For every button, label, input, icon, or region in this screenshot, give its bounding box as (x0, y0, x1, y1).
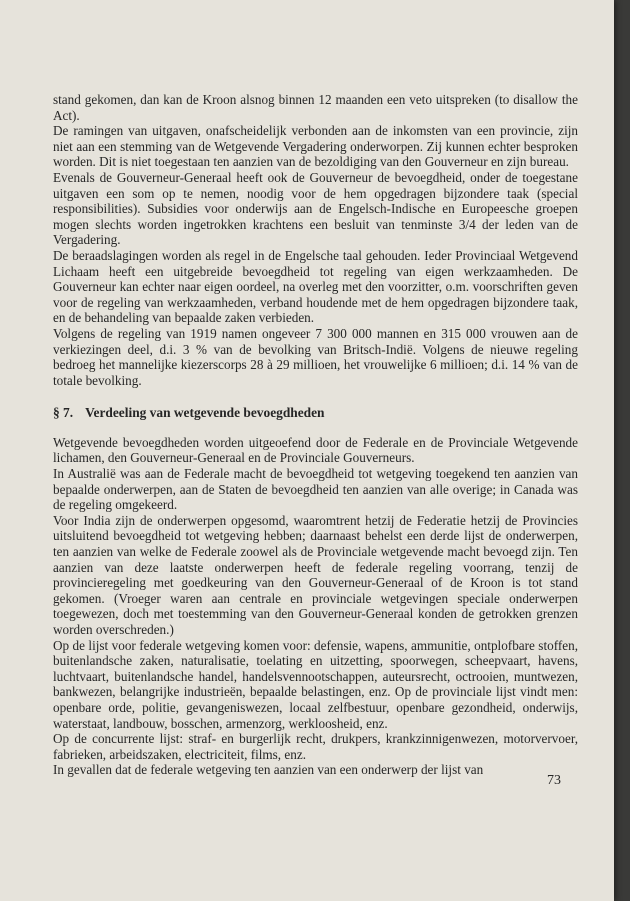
text-block (53, 92, 578, 778)
paragraph: De beraadslagingen worden als regel in de Engelsche taal gehouden. Ieder Provinciaal Wetgevend Lichaam heeft een uitgebreide bevoegdheid tot regeling van eigen werkzaamheden. De Gouverneur kan echter naar eigen oordeel, na overleg met den voorzitter, o.m. voorschriften geven voor de regeling van werkzaamheden, verband houdende met de hem opgedragen bijzondere taak, en de behandeling van bepaalde zaken verbieden. (53, 247, 578, 326)
paragraph: De ramingen van uitgaven, onafscheidelijk verbonden aan de inkomsten van een provincie, zijn niet aan een stemming van de Wetgevende Vergadering onderworpen. Zij kunnen echter besproken worden. Dit is niet toegestaan ten aanzien van de bezoldiging van den Gouverneur en zijn bureau. (53, 123, 578, 170)
section-title: Verdeeling van wetgevende bevoegdheden (85, 405, 325, 421)
paragraph: In Australië was aan de Federale macht de bevoegdheid tot wetgeving toegekend ten aanzien van bepaalde onderwerpen, aan de Staten de bevoegdheid ten aanzien van alle overige; in Canada was de regeling omgekeerd. (53, 466, 578, 513)
paragraph: Evenals de Gouverneur-Generaal heeft ook de Gouverneur de bevoegdheid, onder de toegestane uitgaven een som op te nemen, noodig voor de hem opgedragen bijzondere taak (special responsibilities). Subsidies voor onderwijs aan de Engelsch-Indische en Europeesche groepen mogen slechts worden ingetrokken krachtens een besluit van tenminste 3/4 der leden van de Vergadering. (53, 169, 578, 248)
section-number: § 7. (53, 405, 74, 421)
paragraph: Volgens de regeling van 1919 namen ongeveer 7 300 000 mannen en 315 000 vrouwen aan de verkiezingen deel, d.i. 3 % van de bevolking van Britsch-Indië. Volgens de nieuwe regeling bedroeg het mannelijke kiezerscorps 28 à 29 millioen, het vrouwelijke 6 millioen; d.i. 14 % van de totale bevolking. (53, 325, 578, 388)
page-number: 73 (547, 773, 561, 788)
paragraph: Wetgevende bevoegdheden worden uitgeoefend door de Federale en de Provinciale Wetgevende lichamen, den Gouverneur-Generaal en de Provinciale Gouverneurs. (53, 434, 578, 466)
paragraph: Voor India zijn de onderwerpen opgesomd, waaromtrent hetzij de Federatie hetzij de Provincies uitsluitend bevoegdheid tot wetgeving hebben; daarnaast behelst een derde lijst de onderwerpen, ten aanzien van welke de Federale zoowel als de Provinciale wetgevende macht bevoegd zijn. Ten aanzien van deze laatste onderwerpen heeft de federale regeling voorrang, tenzij de provincieregeling met goedkeuring van den Gouverneur-Generaal of de Kroon is tot stand gekomen. (Vroeger waren aan centrale en provinciale wetgevingen speciale onderwerpen toegewezen, doch met toestemming van den Gouverneur-Generaal konden de getrokken grenzen worden overschreden.) (53, 512, 578, 637)
section-heading (53, 405, 578, 421)
paragraph: In gevallen dat de federale wetgeving ten aanzien van een onderwerp der lijst van (53, 762, 484, 778)
paragraph: stand gekomen, dan kan de Kroon alsnog binnen 12 maanden een veto uitspreken (to disallow the Act). (53, 92, 578, 123)
paragraph: Op de concurrente lijst: straf- en burgerlijk recht, drukpers, krankzinnigenwezen, motorvervoer, fabrieken, arbeidszaken, electriciteit, films, enz. (53, 731, 578, 762)
paragraph: Op de lijst voor federale wetgeving komen voor: defensie, wapens, ammunitie, ontplofbare stoffen, buitenlandsche zaken, naturalisatie, toelating en uitzetting, spoorwegen, scheepvaart, havens, luchtvaart, buitenlandsche handel, handelsvennootschappen, auteursrecht, octrooien, muntwezen, bankwezen, belangrijke industrieën, bepaalde belastingen, enz. Op de provinciale lijst vindt men: openbare orde, politie, gevangeniswezen, locaal zelfbestuur, openbare gezondheid, onderwijs, waterstaat, landbouw, bosschen, armenzorg, werkloosheid, enz. (53, 637, 578, 731)
